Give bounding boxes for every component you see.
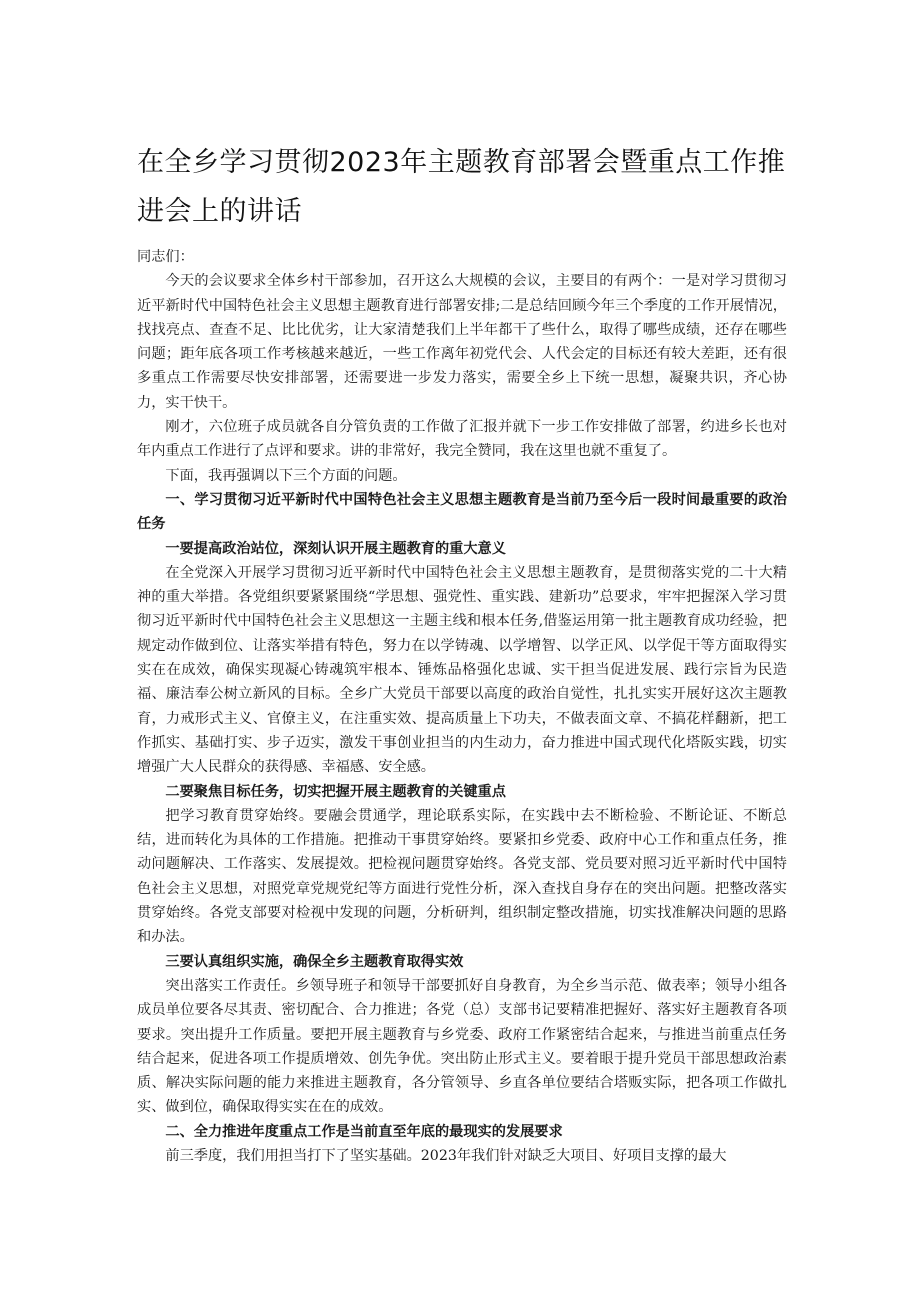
paragraph: 把学习教育贯穿始终。要融会贯通学，理论联系实际，在实践中去不断检验、不断论证、不断总结，进而转化为具体的工作措施。把推动干事贯穿始终。要紧扣乡党委、政府中心工作和重点任务，推动问题解决、工作落实、发展提效。把检视问题贯穿始终。各党支部、党员要对照习近平新时代中国特色社会主义思想，对照党章党规党纪等方面进行党性分析，深入查找自身存在的突出问题。把整改落实贯穿始终。各党支部要对检视中发现的问题，分析研判，组织制定整改措施，切实找准解决问题的思路和办法。 [137, 807, 787, 946]
subsection-heading: 一要提高政治站位，深刻认识开展主题教育的重大意义 [165, 540, 506, 557]
paragraph: 前三季度，我们用担当打下了坚实基础。2023年我们针对缺乏大项目、好项目支撑的最大 [165, 1147, 727, 1164]
subsection-heading: 二要聚焦目标任务，切实把握开展主题教育的关键重点 [165, 783, 506, 800]
section-heading: 二、全力推进年度重点工作是当前直至年底的最现实的发展要求 [165, 1123, 563, 1140]
paragraph: 突出落实工作责任。乡领导班子和领导干部要抓好自身教育，为全乡当示范、做表率；领导小组各成员单位要各尽其责、密切配合、合力推进；各党（总）支部书记要精准把握好、落实好主题教育各项要求。突出提升工作质量。要把开展主题教育与乡党委、政府工作紧密结合起来，与推进当前重点任务结合起来，促进各项工作提质增效、创先争优。突出防止形式主义。要着眼于提升党员干部思想政治素质、解决实际问题的能力来推进主题教育，各分管领导、乡直各单位要结合塔贩实际，把各项工作做扎实、做到位，确保取得实实在在的成效。 [137, 977, 787, 1116]
paragraph: 刚才，六位班子成员就各自分管负责的工作做了汇报并就下一步工作安排做了部署，约进乡长也对年内重点工作进行了点评和要求。讲的非常好，我完全赞同，我在这里也就不重复了。 [137, 419, 787, 460]
salutation: 同志们： [137, 249, 194, 265]
document-body [137, 245, 787, 1168]
document-title: 在全乡学习贯彻2023年主题教育部署会暨重点工作推进会上的讲话 [137, 147, 786, 227]
paragraph: 在全党深入开展学习贯彻习近平新时代中国特色社会主义思想主题教育，是贯彻落实党的二十大精神的重大举措。各党组织要紧紧围绕“学思想、强党性、重实践、建新功”总要求，牢牢把握深入学习贯彻习近平新时代中国特色社会主义思想这一主题主线和根本任务,借鉴运用第一批主题教育成功经验，把规定动作做到位、让落实举措有特色，努力在以学铸魂、以学增智、以学正风、以学促干等方面取得实实在在成效，确保实现凝心铸魂筑牢根本、锤炼品格强化忠诚、实干担当促进发展、践行宗旨为民造福、廉洁奉公树立新风的目标。全乡广大党员干部要以高度的政治自觉性，扎扎实实开展好这次主题教育，力戒形式主义、官僚主义，在注重实效、提高质量上下功夫，不做表面文章、不搞花样翻新，把工作抓实、基础打实、步子迈实，激发干事创业担当的内生动力，奋力推进中国式现代化塔阪实践，切实增强广大人民群众的获得感、幸福感、安全感。 [137, 564, 787, 776]
section-heading: 一、学习贯彻习近平新时代中国特色社会主义思想主题教育是当前乃至今后一段时间最重要的政治任务 [137, 491, 787, 533]
paragraph: 今天的会议要求全体乡村干部参加，召开这么大规模的会议，主要目的有两个：一是对学习贯彻习近平新时代中国特色社会主义思想主题教育进行部署安排;二是总结回顾今年三个季度的工作开展情况，找找亮点、查查不足、比比优劣，让大家清楚我们上半年都干了些什么，取得了哪些成绩，还存在哪些问题；距年底各项工作考核越来越近，一些工作离年初党代会、人代会定的目标还有较大差距，还有很多重点工作需要尽快安排部署，还需要进一步发力落实，需要全乡上下统一思想，凝聚共识，齐心协力，实干快干。 [137, 273, 787, 411]
paragraph: 下面，我再强调以下三个方面的问题。 [165, 467, 407, 484]
subsection-heading: 三要认真组织实施，确保全乡主题教育取得实效 [165, 953, 464, 970]
